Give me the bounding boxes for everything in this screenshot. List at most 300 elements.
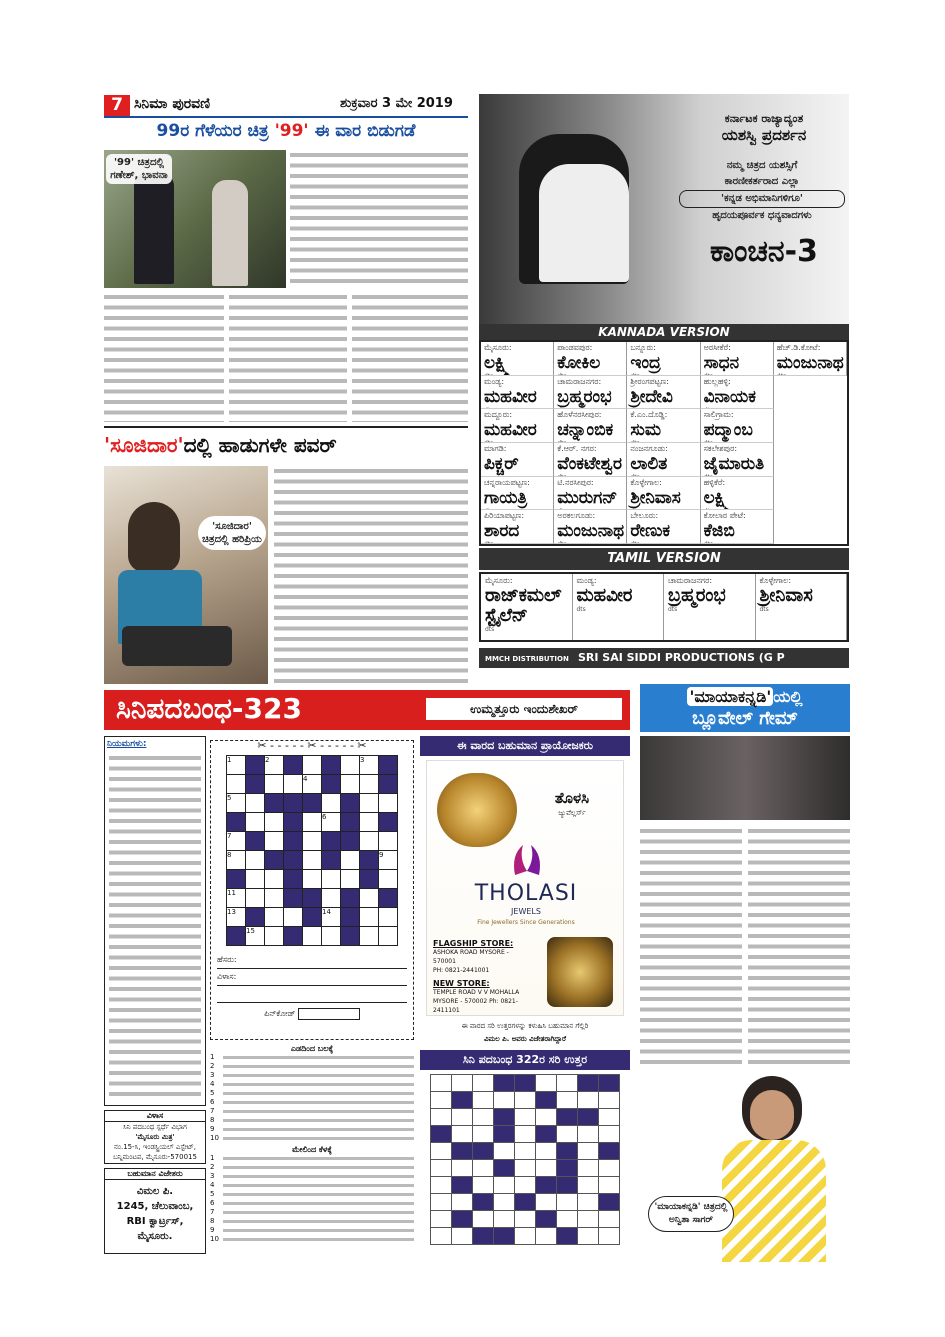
black-cell [341, 813, 360, 832]
theater-city: ಚಾಮರಾಜನಗರ: [557, 376, 602, 386]
solution-black-cell [452, 1092, 473, 1109]
crossword-cell[interactable] [265, 813, 284, 832]
crossword-cell[interactable]: 15 [246, 927, 265, 946]
theater-name: ಮಹವೀರ [484, 420, 537, 441]
clue-text-placeholder [223, 1101, 414, 1104]
crossword-cell[interactable] [265, 775, 284, 794]
crossword-cell[interactable] [379, 908, 398, 927]
solution-cell [431, 1109, 452, 1126]
crossword-cell[interactable]: 2 [265, 756, 284, 775]
solution-cell [515, 1126, 536, 1143]
winner-addr2: RBI ಕ್ವಾರ್ಟ್ರಸ್, [126, 1216, 184, 1227]
kannada-theater-cell [554, 409, 627, 443]
clue-number: 7 [210, 1208, 215, 1216]
theater-name: ಶ್ರೀದೇವಿ [630, 386, 673, 407]
solution-cell [578, 1126, 599, 1143]
kannada-theater-cell [481, 443, 554, 477]
clue-text-placeholder [223, 1166, 414, 1169]
brand-sub: JEWELS [511, 907, 541, 916]
black-cell [227, 927, 246, 946]
solution-cell [557, 1092, 578, 1109]
kannada-version-bar: KANNADA VERSION [479, 324, 849, 340]
solution-cell [515, 1109, 536, 1126]
crossword-cell[interactable] [303, 851, 322, 870]
crossword-cell[interactable]: 7 [227, 832, 246, 851]
clue-text-placeholder [223, 1229, 414, 1232]
clue-text-placeholder [223, 1065, 414, 1068]
theater-city: ಚಾಮರಾಜನಗರ: [668, 576, 713, 585]
black-cell [341, 832, 360, 851]
page-number: 7 [111, 95, 123, 115]
crossword-cell[interactable] [265, 889, 284, 908]
kannada-theater-grid [479, 340, 849, 546]
article3-headline [640, 684, 850, 732]
kannada-theater-cell [774, 342, 847, 376]
crossword-cell[interactable] [246, 851, 265, 870]
clue-line [210, 1098, 414, 1107]
crossword-cell[interactable]: 14 [322, 908, 341, 927]
article3-photo-caption: 'ಮಾಯಾಕನ್ನಡಿ' ಚಿತ್ರದಲ್ಲಿ ಅನ್ವಿತಾ ಸಾಗರ್ [648, 1196, 734, 1232]
clue-text-placeholder [223, 1220, 414, 1223]
black-cell [284, 927, 303, 946]
tamil-version-bar: TAMIL VERSION [479, 548, 849, 570]
dts-label: dts [668, 606, 678, 613]
theater-city: ಮೈಸೂರು: [484, 343, 512, 352]
theater-city: ಕೋಲಾರ ಪೇಟೆ: [703, 511, 746, 521]
theater-name: ಇಂದ್ರ [630, 353, 661, 373]
crossword-cell[interactable] [379, 794, 398, 813]
crossword-cell[interactable] [265, 870, 284, 889]
theater-name: ಕೆಜಿಬಿ [703, 521, 735, 542]
crossword-cell[interactable] [246, 889, 265, 908]
winner-name: ವಿಮಲ ಪಿ. [136, 1186, 174, 1197]
kannada-theater-cell [627, 443, 700, 477]
crossword-cell[interactable] [322, 870, 341, 889]
clue-text-placeholder [223, 1137, 414, 1140]
clue-line [210, 1172, 414, 1181]
clue-number: 7 [210, 1107, 215, 1115]
kanchana-ad-banner [479, 94, 849, 324]
crossword-cell[interactable] [341, 851, 360, 870]
crossword-cell[interactable]: 11 [227, 889, 246, 908]
crossword-cell[interactable] [341, 775, 360, 794]
black-cell [265, 794, 284, 813]
solution-black-cell [557, 1143, 578, 1160]
across-clues [210, 1053, 414, 1143]
theater-name: ರೇಣುಕ [630, 521, 671, 542]
name-label: ಹೆಸರು: [217, 955, 237, 964]
solution-cell [557, 1075, 578, 1092]
clue-text-placeholder [223, 1083, 414, 1086]
theater-city: ಹಳ್ಳಿಕೆರೆ: [703, 477, 726, 487]
brand-kn: ತೊಳಸಿ [554, 789, 590, 807]
solution-black-cell [599, 1194, 620, 1211]
solution-cell [494, 1092, 515, 1109]
kannada-theater-cell [481, 376, 554, 410]
black-cell [303, 889, 322, 908]
clue-line [210, 1235, 414, 1244]
solution-black-cell [473, 1143, 494, 1160]
black-cell [341, 889, 360, 908]
clue-line [210, 1199, 414, 1208]
ad-thanks [679, 158, 845, 224]
ad-thanks4: ಹೃದಯಪೂರ್ವಕ ಧನ್ಯವಾದಗಳು [712, 210, 812, 221]
crossword-cell[interactable] [246, 870, 265, 889]
solution-cell [599, 1109, 620, 1126]
crossword-cell[interactable] [227, 775, 246, 794]
theater-name: ಮುರುಗನ್ [557, 487, 618, 508]
solution-black-cell [557, 1109, 578, 1126]
theater-city: ಅರಕಲಗೂಡು: [557, 511, 596, 521]
crossword-cell[interactable] [284, 908, 303, 927]
solution-cell [494, 1143, 515, 1160]
new-store-addr1: TEMPLE ROAD V V MOHALLA [433, 989, 520, 996]
clue-line [210, 1053, 414, 1062]
pincode-field[interactable] [217, 1006, 407, 1022]
theater-city: ಹೊಳೆನರಸೀಪುರ: [557, 410, 602, 420]
theater-name: ಮಹವೀರ [576, 585, 633, 606]
solution-cell [578, 1160, 599, 1177]
clue-text-placeholder [223, 1074, 414, 1077]
clue-text-placeholder [223, 1157, 414, 1160]
solution-cell [431, 1160, 452, 1177]
clue-line [210, 1208, 414, 1217]
theater-city: ಟಿ.ನರಸೀಪುರ: [557, 477, 594, 487]
crossword-cell[interactable] [360, 813, 379, 832]
solution-cell [536, 1143, 557, 1160]
clue-line [210, 1080, 414, 1089]
address-field[interactable] [217, 969, 407, 986]
theater-city: ಬನ್ನೂರು: [630, 343, 656, 352]
theater-city: ಮಂಡ್ಯ: [484, 376, 505, 386]
solution-cell [431, 1194, 452, 1211]
solution-cell [452, 1075, 473, 1092]
new-store-addr2: MYSORE - 570002 Ph: 0821-2411101 [433, 998, 518, 1014]
crossword-cell[interactable] [379, 832, 398, 851]
crossword-cell[interactable] [360, 908, 379, 927]
crossword-cell[interactable] [303, 756, 322, 775]
solution-cell [599, 1211, 620, 1228]
crossword-cell[interactable]: 3 [360, 756, 379, 775]
sewing-machine [122, 626, 232, 666]
article3-text-col2 [748, 826, 850, 1066]
solution-title: ಸಿನಿ ಪದಬಂಧ 322ರ ಸರಿ ಉತ್ತರ [420, 1050, 630, 1070]
crossword-cell[interactable] [246, 813, 265, 832]
clue-text-placeholder [223, 1092, 414, 1095]
clue-number: 3 [210, 1172, 215, 1180]
tamil-theater-cell [481, 574, 573, 640]
article1-text-col2 [104, 292, 224, 422]
crossword-cell[interactable] [322, 889, 341, 908]
theater-city: ಹುಲ್ಲಹಳ್ಳಿ: [703, 376, 731, 386]
solution-cell [536, 1109, 557, 1126]
kannada-theater-cell [701, 376, 774, 410]
article1-text-col1 [290, 150, 468, 286]
crossword-cell[interactable]: 13 [227, 908, 246, 927]
dts-label: dts [759, 606, 769, 613]
theater-city: ಸಾಲಿಗ್ರಾಮ: [703, 410, 734, 420]
solution-black-cell [599, 1143, 620, 1160]
solution-black-cell [494, 1109, 515, 1126]
article2-photo-caption: 'ಸೂಜಿದಾರ' ಚಿತ್ರದಲ್ಲಿ ಹರಿಪ್ರಿಯ [198, 516, 266, 550]
kannada-theater-cell [481, 510, 554, 544]
kannada-theater-cell [627, 342, 700, 376]
clue-number: 10 [210, 1235, 219, 1243]
black-cell [379, 813, 398, 832]
clue-number: 5 [210, 1190, 215, 1198]
brand-en: THOLASI [474, 881, 578, 906]
solution-cell [473, 1177, 494, 1194]
pincode-boxes[interactable] [298, 1008, 360, 1020]
ad-thanks2: ಕಾರಣೀಕರ್ತರಾದ ಎಲ್ಲಾ [724, 176, 800, 187]
black-cell [246, 756, 265, 775]
theater-city: ನಂಜನಗೂಡು: [630, 444, 668, 453]
down-clues [210, 1154, 414, 1244]
crossword-cell[interactable] [322, 794, 341, 813]
black-cell [284, 832, 303, 851]
theater-city: ಮದ್ದೂರು: [484, 410, 513, 420]
solution-black-cell [452, 1211, 473, 1228]
crossword-cell[interactable] [379, 927, 398, 946]
crossword-grid [226, 755, 398, 946]
theater-name: ರಾಜ್‌ಕಮಲ್ ಸ್ಟೈಲೆನ್ [485, 585, 562, 626]
black-cell [227, 813, 246, 832]
flagship-phone: PH: 0821-2441001 [433, 967, 490, 974]
theater-name: ಮಂಜುನಾಥ [776, 353, 844, 373]
article2-headline-suffix: ದಲ್ಲಿ ಹಾಡುಗಳೇ ಪವರ್ [183, 433, 337, 457]
theater-city: ಪಾಂಡವಪುರ: [557, 343, 593, 352]
solution-cell [452, 1228, 473, 1245]
crossword-banner [104, 690, 630, 730]
crossword-cell[interactable]: 6 [322, 813, 341, 832]
crossword-cell[interactable] [379, 870, 398, 889]
clue-line [210, 1217, 414, 1226]
clue-number: 8 [210, 1217, 215, 1225]
theater-city: ಹೆಚ್.ಡಿ.ಕೋಟೆ: [776, 343, 821, 352]
kannada-theater-cell [481, 342, 554, 376]
clue-line [210, 1163, 414, 1172]
article3-headline1-suffix: ಯಲ್ಲಿ [773, 687, 803, 706]
flagship-label: FLAGSHIP STORE: [433, 939, 514, 948]
kannada-theater-cell [481, 409, 554, 443]
dts-label [484, 541, 550, 544]
address-line1: ಸಿನಿ ಪದಬಂಧ ಸ್ಪರ್ಧೆ ವಿಭಾಗ [123, 1123, 187, 1131]
theater-name: ಮಂಜುನಾಥ [557, 521, 625, 542]
solution-grid [430, 1074, 620, 1245]
clue-line [210, 1116, 414, 1125]
article2-headline [104, 426, 468, 462]
crossword-cell[interactable] [322, 927, 341, 946]
actress-dress [722, 1140, 826, 1262]
solution-black-cell [431, 1126, 452, 1143]
solution-cell [599, 1177, 620, 1194]
theater-city: ಕೆ.ಎಂ.ದೊಡ್ಡಿ: [630, 410, 668, 420]
across-title: ಎಡದಿಂದ ಬಲಕ್ಕೆ [290, 1044, 334, 1053]
theater-name: ಕೋಕಿಲ [557, 353, 601, 373]
solution-black-cell [536, 1126, 557, 1143]
clue-number: 10 [210, 1134, 219, 1142]
dts-label: dts [576, 606, 586, 613]
solution-cell [431, 1143, 452, 1160]
sponsor-winner-note: ವಿಮಲ ಪಿ. ಅವರು ವಿಜೇತರಾಗಿದ್ದಾರೆ [483, 1035, 567, 1043]
crossword-cell[interactable] [341, 756, 360, 775]
name-field[interactable] [217, 952, 407, 969]
clue-number: 6 [210, 1098, 215, 1106]
article3-headline-quote: 'ಮಾಯಾಕನ್ನಡಿ' [689, 687, 772, 706]
solution-cell [515, 1160, 536, 1177]
article1-headline-prefix: 99ರ ಗೆಳೆಯರ ಚಿತ್ರ [156, 121, 269, 141]
clue-line [210, 1181, 414, 1190]
clue-number: 2 [210, 1062, 215, 1070]
actress-figure [212, 180, 248, 286]
crossword-cell[interactable] [360, 927, 379, 946]
black-cell [360, 851, 379, 870]
black-cell [341, 794, 360, 813]
solution-cell [599, 1228, 620, 1245]
solution-cell [599, 1092, 620, 1109]
crossword-cell[interactable] [303, 813, 322, 832]
black-cell [360, 870, 379, 889]
article2-photo [104, 466, 268, 684]
black-cell [227, 870, 246, 889]
actor-white-costume [539, 164, 629, 282]
clue-number: 1 [210, 1154, 215, 1162]
theater-name: ಲಕ್ಷ್ಮಿ [703, 487, 730, 508]
crossword-cell[interactable]: 8 [227, 851, 246, 870]
crossword-cell[interactable] [246, 794, 265, 813]
black-cell [284, 813, 303, 832]
address-line4: ಬನ್ನಿಮಂಟಪ, ಮೈಸೂರು-570015 [113, 1153, 197, 1161]
crossword-cell[interactable]: 9 [379, 851, 398, 870]
solution-cell [473, 1211, 494, 1228]
theater-name: ಪದ್ಮಾಂಬ [703, 420, 753, 441]
ad-top-line2: ಯಶಸ್ವಿ ಪ್ರದರ್ಶನ [721, 126, 807, 144]
kannada-theater-cell [481, 477, 554, 511]
black-cell [265, 851, 284, 870]
clue-text-placeholder [223, 1056, 414, 1059]
theater-city: ಶ್ರೀರಂಗಪಟ್ಟಣ: [630, 376, 669, 386]
clue-number: 4 [210, 1181, 215, 1189]
crossword-cell[interactable]: 1 [227, 756, 246, 775]
article1-headline-suffix: ಈ ವಾರ ಬಿಡುಗಡೆ [314, 121, 416, 141]
clue-text-placeholder [223, 1193, 414, 1196]
clue-number: 4 [210, 1080, 215, 1088]
crossword-cell[interactable] [265, 927, 284, 946]
theater-city: ಮಂಡ್ಯ: [576, 576, 597, 585]
rules-title: ನಿಯಮಗಳು: [107, 739, 147, 749]
solution-black-cell [599, 1075, 620, 1092]
clue-text-placeholder [223, 1184, 414, 1187]
crossword-cell[interactable] [303, 927, 322, 946]
crossword-cell[interactable] [303, 870, 322, 889]
clue-line [210, 1125, 414, 1134]
article2-text [274, 466, 468, 684]
ad-film-title: ಕಾಂಚನ-3 [710, 234, 818, 269]
clue-number: 9 [210, 1125, 215, 1133]
solution-cell [473, 1160, 494, 1177]
crossword-cell[interactable] [360, 775, 379, 794]
black-cell [322, 851, 341, 870]
crossword-cell[interactable] [360, 832, 379, 851]
black-cell [284, 756, 303, 775]
theater-name: ಗಾಯತ್ರಿ [484, 487, 528, 508]
solution-black-cell [494, 1228, 515, 1245]
down-title: ಮೇಲಿಂದ ಕೆಳಕ್ಕೆ [292, 1145, 332, 1154]
crossword-cell[interactable] [341, 870, 360, 889]
new-store-label: NEW STORE: [433, 979, 490, 988]
crossword-cell[interactable] [265, 908, 284, 927]
ad-top-text [689, 112, 839, 144]
crossword-cell[interactable] [360, 889, 379, 908]
theater-city: ಮೈಸೂರು: [485, 576, 513, 585]
solution-cell [431, 1177, 452, 1194]
crossword-cell[interactable] [265, 832, 284, 851]
ad-thanks1: ನಮ್ಮ ಚಿತ್ರದ ಯಶಸ್ಸಿಗೆ [726, 160, 798, 171]
black-cell [379, 775, 398, 794]
kannada-theater-cell [701, 409, 774, 443]
tamil-theater-cell [573, 574, 665, 640]
kannada-theater-cell [627, 510, 700, 544]
clue-text-placeholder [223, 1211, 414, 1214]
sponsor-note: ಈ ವಾರದ ಸರಿ ಉತ್ತರಗಳನ್ನು ಕಳುಹಿಸಿ ಬಹುಮಾನ ಗೆಲ್ಲಿರಿ [461, 1022, 589, 1030]
clue-line [210, 1107, 414, 1116]
solution-cell [431, 1211, 452, 1228]
crossword-cell[interactable] [284, 775, 303, 794]
clue-line [210, 1071, 414, 1080]
article1-headline [104, 118, 468, 144]
actress-head [128, 502, 180, 572]
crossword-cell[interactable] [360, 794, 379, 813]
crossword-cell[interactable] [303, 832, 322, 851]
solution-black-cell [536, 1211, 557, 1228]
kannada-theater-cell [701, 510, 774, 544]
black-cell [303, 794, 322, 813]
clue-text-placeholder [223, 1238, 414, 1241]
clue-number: 5 [210, 1089, 215, 1097]
dts-label: dts [485, 626, 495, 633]
page-date: ಶುಕ್ರವಾರ 3 ಮೇ 2019 [340, 96, 453, 111]
crossword-cell[interactable]: 5 [227, 794, 246, 813]
kannada-theater-cell [701, 443, 774, 477]
address-line2: 'ಮೈಸೂರು ಮಿತ್ರ' [135, 1133, 175, 1141]
brand-tagline: Fine Jewellers Since Generations [477, 919, 575, 926]
address-field-2[interactable] [217, 986, 407, 1003]
solution-cell [431, 1228, 452, 1245]
solution-cell [515, 1143, 536, 1160]
solution-cell [536, 1075, 557, 1092]
solution-cell [452, 1109, 473, 1126]
dts-label [557, 541, 623, 544]
kannada-theater-cell [554, 477, 627, 511]
black-cell [246, 832, 265, 851]
black-cell [322, 756, 341, 775]
solution-black-cell [536, 1177, 557, 1194]
solution-black-cell [557, 1228, 578, 1245]
crossword-cell[interactable]: 4 [303, 775, 322, 794]
ad-top-line1: ಕರ್ನಾಟಕ ರಾಜ್ಯಾದ್ಯಂತ [724, 112, 804, 125]
kannada-theater-cell [627, 477, 700, 511]
theater-city: ಅರಸೀಕೆರೆ: [703, 343, 731, 352]
solution-cell [536, 1160, 557, 1177]
solution-black-cell [452, 1177, 473, 1194]
solution-cell [578, 1143, 599, 1160]
clue-text-placeholder [223, 1119, 414, 1122]
kannada-theater-cell [554, 376, 627, 410]
solution-wrapper [420, 1074, 630, 1262]
solution-black-cell [578, 1109, 599, 1126]
black-cell [341, 927, 360, 946]
clue-number: 2 [210, 1163, 215, 1171]
